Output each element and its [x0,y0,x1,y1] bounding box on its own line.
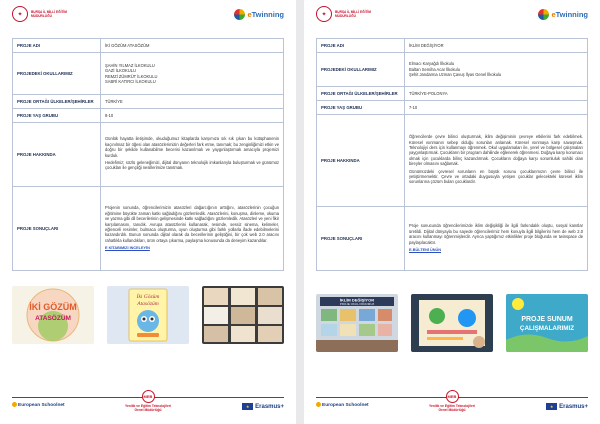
about-paragraph: Günümüzdeki çevresel sorunların en büyük sorunu çocuklarımızın çevre bilinci ile yetiştirmemektir. Çevre ve ortadaki duygusuyla yetişen çocuklar gelecekteki küresel iklim sorunlarına çözüm bulan çocuklardır. [409,168,583,185]
eu-flag-icon: ★ [546,403,557,410]
label-hakkinda: PROJE HAKKINDA [317,115,405,207]
page-header [316,6,588,28]
european-schoolnet-logo: European Schoolnet [316,402,369,408]
row-yas [13,109,284,123]
label-hakkinda: PROJE HAKKINDA [13,123,101,187]
banner-title-1: PROJE SUNUM [521,316,573,323]
row-yas [317,101,588,115]
label-sonuclar: PROJE SONUÇLARI [13,187,101,271]
about-paragraph: Günlük hayatta iletişimde, okuduğumuz kitaplarda karşımıza sık sık çıkan bu kütüphanenin kaçınılmaz bir öğesi olan atasözlerimizin değerleri fark etme, tanımak; bu zenginliğimizi etkin ve doğru bir şekilde kullanabilme becerisi kazanılmalı ve yaygınlaştırmak amacıyla projemizi kurduk. [105,136,279,158]
row-okullar [317,53,588,87]
photo-title-1: İKİ GÖZÜM [29,302,77,312]
school-item: Elmacı Karyağdı İlkokulu [409,61,455,67]
row-proje-adi [13,39,284,53]
label-okullar: PROJEDEKİ OKULLARIMIZ [317,53,405,87]
etwinning-prefix: e [551,10,556,19]
school-item: GAZİ İLKOKULU [105,68,136,74]
etwinning-icon [234,9,245,20]
project-info-table [316,38,588,271]
etwinning-icon [538,9,549,20]
label-yas: PROJE YAŞ GRUBU [317,101,405,115]
row-sonuclar [13,187,284,271]
value-sonuclar [101,187,284,271]
meb-seal-icon: MEB [142,390,155,403]
project-info-table [12,38,284,271]
ministry-logo [316,6,377,22]
schoolnet-icon [316,402,321,407]
school-item: Baltan Semiha Acar İlkokulu [409,66,460,72]
meb-logo [417,390,487,412]
etwinning-logo [538,9,588,20]
etwinning-prefix: e [247,10,252,19]
photo-project-logo [12,286,94,344]
label-ulkeler: PROJE ORTAĞI ÜLKELER/ŞEHİRLER [317,87,405,101]
label-proje-adi: PROJE ADI [317,39,405,53]
meb-line-1: Yenilik ve Eğitim Teknolojileri [428,404,476,408]
book-title-1: İki Gözüm [136,294,160,300]
row-sonuclar [317,207,588,271]
school-item: ŞAHİN YILMAZ İLKOKULU [105,62,155,68]
page-footer [12,390,284,420]
erasmus-logo: ★ Erasmus+ [242,403,284,410]
ebook-link[interactable]: E KİTABIMIZI INCELEYİN [105,246,150,251]
label-ulkeler: PROJE ORTAĞI ÜLKELER/ŞEHİRLER [13,95,101,109]
row-ulkeler [317,87,588,101]
meb-line-2: Genel Müdürlüğü [438,408,466,412]
about-paragraph: Hedefimiz; sözlü geleneğimizi, dijital dünyanın teknolojik imkanlarıyla buluşturmak ve günümüz çocukları ile gençliği nesillerimize tanıtmak. [105,159,279,171]
row-ulkeler [13,95,284,109]
board-title-1: İKLİM DEĞİŞİYOR [339,297,375,303]
label-yas: PROJE YAŞ GRUBU [13,109,101,123]
value-okullar [405,53,588,87]
about-paragraph: Öğrencilerde çevre bilinci oluşturmak, iklim değişiminin çevreye etkilerini fark edebilmek. Küresel ısınmanın sebep olduğu sorunları anlamak. Küresel ısınmaya karşı savaşmak. Teknolojiyi ders için kullanmayı öğrenmek. Okul uygulamaları ile, yerel ve bölgesel çalışmaları yaygınlaştırmak. Çocukların bir program dahilinde eğlenerek öğrenmesi. Doğaya karşı korumacı olmak için çocuklarda bilinç kazandırmak. Çocukların doğaya karşı sorumluluk sahibi olan bireyler olmasını sağlamak. [409,134,583,167]
row-proje-adi [317,39,588,53]
meb-line-2: Genel Müdürlüğü [134,408,162,412]
value-proje-adi: İKLİM DEĞİŞİYOR [405,39,588,53]
ministry-seal-icon: ✦ [316,6,332,22]
photo-student-works [202,286,284,344]
photo-school-board [316,294,398,352]
ministry-logo [12,6,73,22]
results-paragraph: Projenin sonunda, öğrencilerimizin atasözleri dağarcığının arttığını, atasözlerinin çocuğun eğitimine büyükte zaman katkı sağladığını gözlemledik. Atasözlerini, konuşma, dinleme, okuma ve yazma gibi dil becerilerinin gelişmesinde katkı sağladığını gözlemledik. Atasözleri ve yeni fikir karşılamasını, tanıdık. Avrupa atasözlerini kullanarak, resimde, sessiz sinema, kelimeler, eğlenceli resimler, bulmaca oluşturma, oyun oluşturma gibi farklı yollarla ifade edebilmelerini kazandırdık. Bunun sonunda dijital olarak da becerilerinin geliştiğini, bir çok web 2.0 aracını rahatlıkla kullandıkları, ürün ortaya çıkarma, paylaşma konusunda da deneyim kazandılar. [105,205,279,243]
photo-book-cover [107,286,189,344]
meb-line-1: Yenilik ve Eğitim Teknolojileri [124,404,172,408]
value-okullar [101,53,284,95]
photo-title-2: ATASÖZÜM [35,315,71,322]
row-okullar [13,53,284,95]
photo-student-poster [411,294,493,352]
schoolnet-icon [12,402,17,407]
meb-logo [113,390,183,412]
label-sonuclar: PROJE SONUÇLARI [317,207,405,271]
book-title-2: Atasözüm [137,301,159,307]
school-item: Şehit Jandarma Uzman Çavuş İlyas Genel İlkokulu [409,72,502,78]
value-sonuclar [405,207,588,271]
results-paragraph: Proje sonucunda öğrencilerimizde iklim değişikliği ile ilgili farkındalık oluştu, sosyal kanıtlar üretildi. Dijital dünyayla bu sayede öğrencilerimiz hem konuyla ilgili bilgilerini hem de web 2.0 aracını kullanmayı öğrenmişlerdir. Ayrıca yaptığımız etkinlikler proje bloğunda ve twinspace de paylaşılacaktır. [409,223,583,245]
row-hakkinda [317,115,588,207]
photo-presentation-banner [506,294,588,352]
school-item: SABRİ KATIRCI İLKOKULU [105,78,156,84]
board-title-2: PROJE OKUL PANOMUZ [339,302,375,306]
label-okullar: PROJEDEKİ OKULLARIMIZ [13,53,101,95]
value-proje-adi: İKİ GÖZÜM ATASÖZÜM [101,39,284,53]
value-hakkinda [405,115,588,207]
meb-seal-icon: MEB [446,390,459,403]
etwinning-suffix: Twinning [251,10,284,19]
value-yas: 7-10 [405,101,588,115]
ebulletin-link[interactable]: E-BÜLTENİ ÜNÜN [409,248,441,253]
photo-strip [316,294,588,352]
ministry-text: BURSA İL MİLLİ EĞİTİM MÜDÜRLÜĞÜ [335,10,371,18]
row-hakkinda [13,123,284,187]
etwinning-suffix: Twinning [555,10,588,19]
page-header [12,6,284,28]
ministry-seal-icon: ✦ [12,6,28,22]
banner-title-2: ÇALIŞMALARIMIZ [519,325,575,332]
erasmus-logo: ★ Erasmus+ [546,403,588,410]
ministry-text: BURSA İL MİLLİ EĞİTİM MÜDÜRLÜĞÜ [31,10,67,18]
photo-strip [12,286,284,344]
eu-flag-icon: ★ [242,403,253,410]
label-proje-adi: PROJE ADI [13,39,101,53]
value-ulkeler: TÜRKİYE [101,95,284,109]
value-hakkinda [101,123,284,187]
right-page [304,0,600,424]
value-ulkeler: TÜRKİYE-POLONYA [405,87,588,101]
european-schoolnet-logo: European Schoolnet [12,402,65,408]
left-page [0,0,296,424]
value-yas: 8-10 [101,109,284,123]
page-footer [316,390,588,420]
school-item: REMZİ ZÜMRÜT İLKOKULU [105,73,158,79]
etwinning-logo [234,9,284,20]
